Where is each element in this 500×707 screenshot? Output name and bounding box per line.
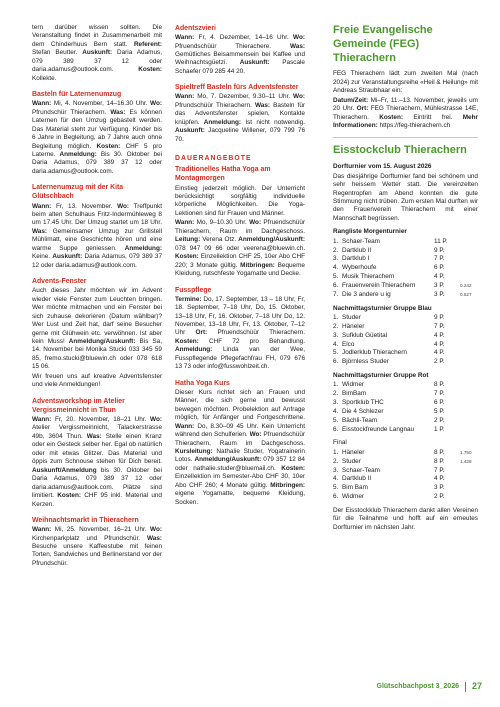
ranking-tiebreak: 0.527 (460, 291, 472, 297)
event-title: Traditionelles Hatha Yoga am Montagmorgen (175, 166, 271, 183)
column-middle (175, 24, 305, 508)
ranking-row (333, 323, 478, 332)
ranking-points: 3 P. (434, 281, 445, 289)
event-title: Adentszvieri (175, 25, 216, 32)
ranking-row (333, 314, 478, 323)
feg-title: Freie Evangelische Gemeinde (FEG) Thierachern (333, 24, 433, 64)
ranking-tiebreak (460, 475, 478, 484)
ranking-points: 7 P. (434, 390, 445, 398)
ranking-row (333, 493, 478, 502)
ranking-rank: 1. (333, 381, 339, 389)
ranking-row (333, 264, 478, 273)
tournament-subtitle: Dorfturnier vom 15. August 2026 (333, 163, 432, 171)
ranking-rank: 4. (333, 340, 339, 348)
ranking-row (333, 390, 478, 399)
event-body: Wir freuen uns auf kreative Adventsfenster und viele Anmeldungen! (32, 372, 162, 389)
ranking-team: Wyberhoufe (342, 264, 377, 272)
event-body: Wann: Fr, 4. Dezember, 14–16 Uhr. Wo: Pfruendschüür Thierachere. Was: Gemütliches Beisammensein bei Kaffee und Weihnachtsgüetzi. Auskunft: Pascale Schaefer 079 285 44 20. (175, 34, 305, 75)
ranking-tiebreak (460, 399, 478, 408)
ranking-tiebreak (460, 390, 478, 399)
ranking-tiebreak (460, 381, 478, 390)
event-body: Wann: Mo, 9–10.30 Uhr. Wo: Pfruendschüür Thierachern, Raum im Dachgeschoss. Leitung: Verena Otz. Anmeldung/Auskunft: 078 947 09 66 oder veerena@bluewin.ch. Kosten: Einzellektion CHF 25, 10er Abo CHF 220; 3 Monate gültig. Mitbringen: Bequeme Kleidung, rutschfeste Yogamatte und Decke. (175, 219, 305, 278)
ranking-points: 1 P. (434, 425, 445, 433)
ranking-team: Schaer-Team (342, 466, 381, 474)
intro-paragraph: tern darüber wissen sollten. Die Veranstaltung findet in Zusammenarbeit mit dem Chinderhuus Bern statt. Referent: Stefan Beutter. Auskunft: Daria Adamus, 079 389 37 12 oder daria.adamus@outlook.com. Kosten: Kollekte. (32, 24, 162, 82)
ranking-rank: 1. (333, 448, 339, 456)
ranking-team: Widmer (342, 493, 365, 501)
ranking-tiebreak (460, 493, 478, 502)
ranking-team: Widmer (342, 381, 365, 389)
ranking-tiebreak: 1.750 (460, 449, 472, 455)
ranking-points: 7 P. (434, 322, 445, 330)
ranking-rank: 2. (333, 322, 339, 330)
event-body: Wann: Mi, 4. November, 14–16.30 Uhr. Wo: Pfrundschür Thierachern. Was: Es können Laternen für den Umzug gebastelt werden. Das Material steht zur Verfügung. Kinder bis 6 Jahre in Begleitung, ab 7 Jahre auch ohne Begleitung möglich. Kosten: CHF 5 pro Laterne. Anmeldung: Bis 30. Oktober bei Daria Adamus, 079 389 37 12 oder daria.adamus@outlook.com. (32, 100, 162, 175)
event-body: Wann: Fr, 13. November. Wo: Treffpunkt beim alten Schulhaus Fritz-Indermühleweg 8 um 17.45 Uhr. Der Umzug startet um 18 Uhr. Was: Gemeinsamer Umzug zur Grillstell Mühlimatt, eine Geschichte hören und eine warme Suppe geniessen. Anmeldung: Keine. Auskunft: Daria Adamus, 079 389 37 12 oder daria.adamus@autlook.com. (32, 202, 163, 269)
ranking-tiebreak (460, 467, 478, 476)
ranking-rank: 6. (333, 281, 339, 289)
event-body: Einstieg jederzeit möglich. Der Unterricht berücksichtigt sorgfältig individuelle körperliche Möglichkeiten. Die Yoga-Lektionen sind für Frauen und Männer. (175, 184, 305, 217)
event-title: Basteln für Laternenumzug (32, 91, 122, 99)
ranking-table (333, 314, 478, 367)
ranking-table (333, 381, 478, 434)
ranking-tiebreak (460, 323, 478, 332)
ranking-rank: 1. (333, 314, 339, 322)
ranking-rank: 4. (333, 475, 339, 483)
ranking-team: Sportklub THC (342, 399, 384, 407)
ranking-row (333, 408, 478, 417)
ranking-points: 4 P. (434, 340, 445, 348)
ranking-row (333, 449, 478, 458)
ranking-points: 2 P. (434, 358, 445, 366)
page-number: 27 (471, 681, 482, 692)
ranking-row (333, 358, 478, 367)
ranking-points: 2 P. (434, 493, 445, 501)
ranking-points: 4 P. (434, 273, 445, 281)
event-title: Weihnachtsmarkt in Thierachern (32, 516, 139, 524)
ranking-points: 8 P. (434, 381, 445, 389)
ranking-row (333, 349, 478, 358)
ranking-row (333, 332, 478, 341)
ranking-row (333, 458, 478, 467)
ranking-tiebreak (460, 408, 478, 417)
ranking-rank: 1. (333, 237, 339, 245)
ranking-rank: 5. (333, 484, 339, 492)
ranking-table (333, 449, 478, 502)
ranking-team: Sufklub Güetital (342, 331, 388, 339)
ranking-points: 8 P. (434, 457, 445, 465)
ranking-row (333, 417, 478, 426)
tournament-report: Das diesjährige Dorfturnier fand bei schönem und sehr heissem Wetter statt. Die vereinzelten Regentropfen am Abend konnten die gute Stimmung nicht trüben. Zum ersten Mal durften wir den Frauenverein Thierachern mit einer Mannschaft begrüssen. (333, 172, 478, 222)
divider (333, 137, 478, 138)
ranking-team: Die 4 Schlezer (342, 407, 384, 415)
ranking-rank: 5. (333, 273, 339, 281)
ranking-points: 3 P. (434, 484, 445, 492)
ranking-team: Elco (342, 340, 355, 348)
ranking-team: Bim Bam (342, 484, 368, 492)
ranking-team: Eisstockfreunde Langnau (342, 425, 415, 433)
ranking-team: Bächli-Team (342, 416, 378, 424)
issue-label: Glütschbachpost 3_2026 (376, 683, 459, 691)
ranking-row (333, 426, 478, 435)
ranking-points: 4 P. (434, 475, 445, 483)
event-body: Termine: Do, 17. September, 13 – 18 Uhr, Fr, 18. September, 7–18 Uhr, Do, 15. Oktober, 13–18 Uhr, Fr, 16. Oktober, 7–18 Uhr Do, 12. November, 13–18 Uhr, Fr, 13. Oktober, 7–12 Uhr Ort: Pfruendschüür Thierachern. Kosten: CHF 72 pro Behandlung. Anmeldung: Linda van der Wee, Fusspflegende Pflegefachfrau FH, 079 676 13 73 oder info@fusswohlzeit.ch. (175, 295, 305, 371)
ranking-points: 2 P. (434, 416, 445, 424)
ranking-rank: 6. (333, 493, 339, 501)
ranking-row (333, 467, 478, 476)
ranking-tiebreak (460, 426, 478, 435)
ranking-row (333, 381, 478, 390)
event-body: Wann: Mo, 7. Dezember, 9.30–11 Uhr. Wo: Pfrundschüür Thierachern. Was: Basteln für das Adventsfenster spielen, Kontakte knüpfen. Anmeldung: Ist nicht notwendig. Auskunft: Jacqueline Willener, 079 799 76 70. (175, 93, 305, 143)
ranking-team: Musik Thierachern (342, 273, 395, 281)
event-title: Laternenumzug mit der Kita Glütschbach (32, 184, 124, 201)
event-body: Auch dieses Jahr möchten wir im Advent wieder viele Fenster zum Leuchten bringen. Wer möchte mitmachen und ein Fenster bei sich zuhause dekorieren (Datum wählbar)? Wer Lust und Zeit hat, darf seine Besucher gerne mit Glühwein etc. verwöhnen. Ist aber kein Muss! Anmeldung/Auskunft: Bis Sa, 14. November bei Monika Stucki 033 345 59 85, fremo.stucki@bluewin.ch oder 078 618 15 06. (32, 287, 162, 371)
ranking-title: Rangliste Morgenturnier (333, 228, 407, 236)
event-title: Adventsworkshop im Atelier Vergissmeinnicht in Thun (32, 397, 125, 414)
ranking-team: Björnless Studer (342, 358, 389, 366)
event-body: Wann: Fr, 20. November, 18–21 Uhr. Wo: Atelier Vergissmeinnicht, Talackerstrasse 49b, 3604 Thun. Was: Stelle einen Kranz oder ein Gesteck selber her. Egal ob natürlich oder mit etwas Glitzer. Das Material und öppis zum Schnouse stehen für Dich bereit. Auskunft/Anmeldung bis 30. Oktober bei Daria Adamus, 079 389 37 12 oder daria.adamus@autlook.com. Plätze sind limitiert. Kosten: CHF 95 inkl. Material und Kerzen. (32, 415, 162, 508)
ranking-points: 9 P. (434, 246, 445, 254)
ranking-points: 6 P. (434, 264, 445, 272)
ranking-points: 4 P. (434, 331, 445, 339)
ranking-rank: 6. (333, 358, 339, 366)
ranking-tiebreak (460, 264, 478, 273)
ranking-rank: 7. (333, 290, 339, 298)
ranking-points: 7 P. (434, 255, 445, 263)
ranking-row (333, 273, 478, 282)
ranking-rank: 2. (333, 390, 339, 398)
ranking-rank: 5. (333, 416, 339, 424)
ranking-tiebreak (460, 484, 478, 493)
event-body: Wann: Mi, 25. November, 16–21 Uhr. Wo: Kirchenparkplatz und Pfrundschür. Was: Besuche unsere Kaffeestube mit feinen Torten, Sandwiches und Berlinerstand vor der Pfrundschür. (32, 526, 162, 567)
event-title: Hatha Yoga Kurs (175, 379, 230, 387)
ranking-tiebreak (460, 238, 478, 247)
section-heading: DAUERANGEBOTE (175, 155, 252, 163)
ranking-row (333, 484, 478, 493)
ranking-points: 9 P. (434, 314, 445, 322)
ranking-row (333, 291, 478, 300)
ranking-row (333, 247, 478, 256)
ranking-points: 5 P. (434, 407, 445, 415)
ranking-rank: 3. (333, 466, 339, 474)
club-title: Eisstockclub Thierachern (333, 144, 467, 157)
column-left (32, 24, 162, 569)
column-right (333, 24, 478, 533)
ranking-tiebreak (460, 349, 478, 358)
ranking-title: Nachmittagsturnier Gruppe Rot (333, 372, 429, 380)
ranking-points: 7 P. (434, 466, 445, 474)
ranking-points: 4 P. (434, 349, 445, 357)
feg-body: Datum/Zeit: Mi–Fr, 11.–13. November, jeweils um 20 Uhr. Ort: FEG Thierachern, Mühlestrasse 14E, Thierachern. Kosten: Eintritt frei. Mehr Informationen: https://feg-thierachern.ch (333, 96, 479, 129)
ranking-table (333, 238, 478, 300)
ranking-tiebreak (460, 417, 478, 426)
ranking-row (333, 475, 478, 484)
ranking-row (333, 341, 478, 350)
event-title: Fusspflege (175, 286, 212, 294)
ranking-row (333, 399, 478, 408)
event-body: Dieser Kurs richtet sich an Frauen und Männer, die sich gerne und bewusst bewegen möchten. Probelektion auf Anfrage möglich, für Anfänger und Fortgeschrittene. Wann: Do, 8.30–09 45 Uhr. Kein Unterricht während den Schulferien. Wo: Pfruendschüür Thierachern, Raum im Dachgeschoss. Kursleitung: Nathalie Studer, Yogatrainerin Lotos. Anmeldung/Auskunft: 079 357 12 84 oder nathalie.studer@bluemail.ch. Kosten: Einzellektion im Semester-Abo CHF 30, 10er Abo CHF 260; 4 Monate gültig. Mitbringen: eigene Yogamatte, bequeme Kleidung, Socken. (175, 388, 305, 506)
ranking-rank: 3. (333, 399, 339, 407)
ranking-row (333, 282, 478, 291)
ranking-points: 8 P. (434, 448, 445, 456)
ranking-team: Studer (342, 457, 361, 465)
ranking-team: Frauenverein Thierachern (342, 281, 416, 289)
ranking-rank: 4. (333, 407, 339, 415)
ranking-points: 6 P. (434, 399, 445, 407)
event-title: Advents-Fenster (32, 278, 87, 286)
ranking-team: BimBam (342, 390, 367, 398)
page-footer (377, 681, 483, 693)
ranking-team: Dartklub II (342, 246, 372, 254)
ranking-tiebreak (460, 255, 478, 264)
ranking-rank: 5. (333, 349, 339, 357)
ranking-row (333, 255, 478, 264)
ranking-tiebreak (460, 332, 478, 341)
ranking-team: Häneler (342, 322, 365, 330)
ranking-row (333, 238, 478, 247)
ranking-team: Dartklub I (342, 255, 370, 263)
ranking-team: Schaer-Team (342, 237, 381, 245)
ranking-tiebreak (460, 314, 478, 323)
footer-divider (465, 682, 466, 692)
ranking-tiebreak: 0.242 (460, 282, 472, 288)
ranking-team: Studer (342, 314, 361, 322)
ranking-team: Dartklub II (342, 475, 372, 483)
ranking-rank: 2. (333, 246, 339, 254)
ranking-title: Nachmittagsturnier Gruppe Blau (333, 304, 432, 312)
ranking-tiebreak (460, 247, 478, 256)
ranking-team: Jodlerklub Thierachern (342, 349, 407, 357)
ranking-points: 11 P. (434, 237, 448, 245)
ranking-points: 3 P. (434, 290, 445, 298)
ranking-tiebreak (460, 341, 478, 350)
ranking-tiebreak (460, 273, 478, 282)
ranking-team: Häneler (342, 448, 365, 456)
ranking-rank: 3. (333, 255, 339, 263)
ranking-rank: 3. (333, 331, 339, 339)
closing-note: Der Eisstockklub Thierachern dankt allen Vereinen für die Teilnahme und hofft auf ein erneutes Dorfturnier im nächsten Jahr. (333, 506, 478, 531)
ranking-team: Die 3 andere u ig (342, 290, 391, 298)
ranking-tiebreak (460, 358, 478, 367)
ranking-rank: 6. (333, 425, 339, 433)
ranking-rank: 2. (333, 457, 339, 465)
ranking-rank: 4. (333, 264, 339, 272)
event-title: Spieltreff Basteln fürs Adventsfenster (175, 84, 299, 92)
ranking-title: Final (333, 439, 347, 447)
feg-body: FEG Thierachern lädt zum zweiten Mal (nach 2024) zur Veranstaltungsreihe «Heil & Heilung» mit Andreas Straubhaar ein: (333, 70, 478, 95)
ranking-tiebreak: 1.428 (460, 458, 472, 464)
